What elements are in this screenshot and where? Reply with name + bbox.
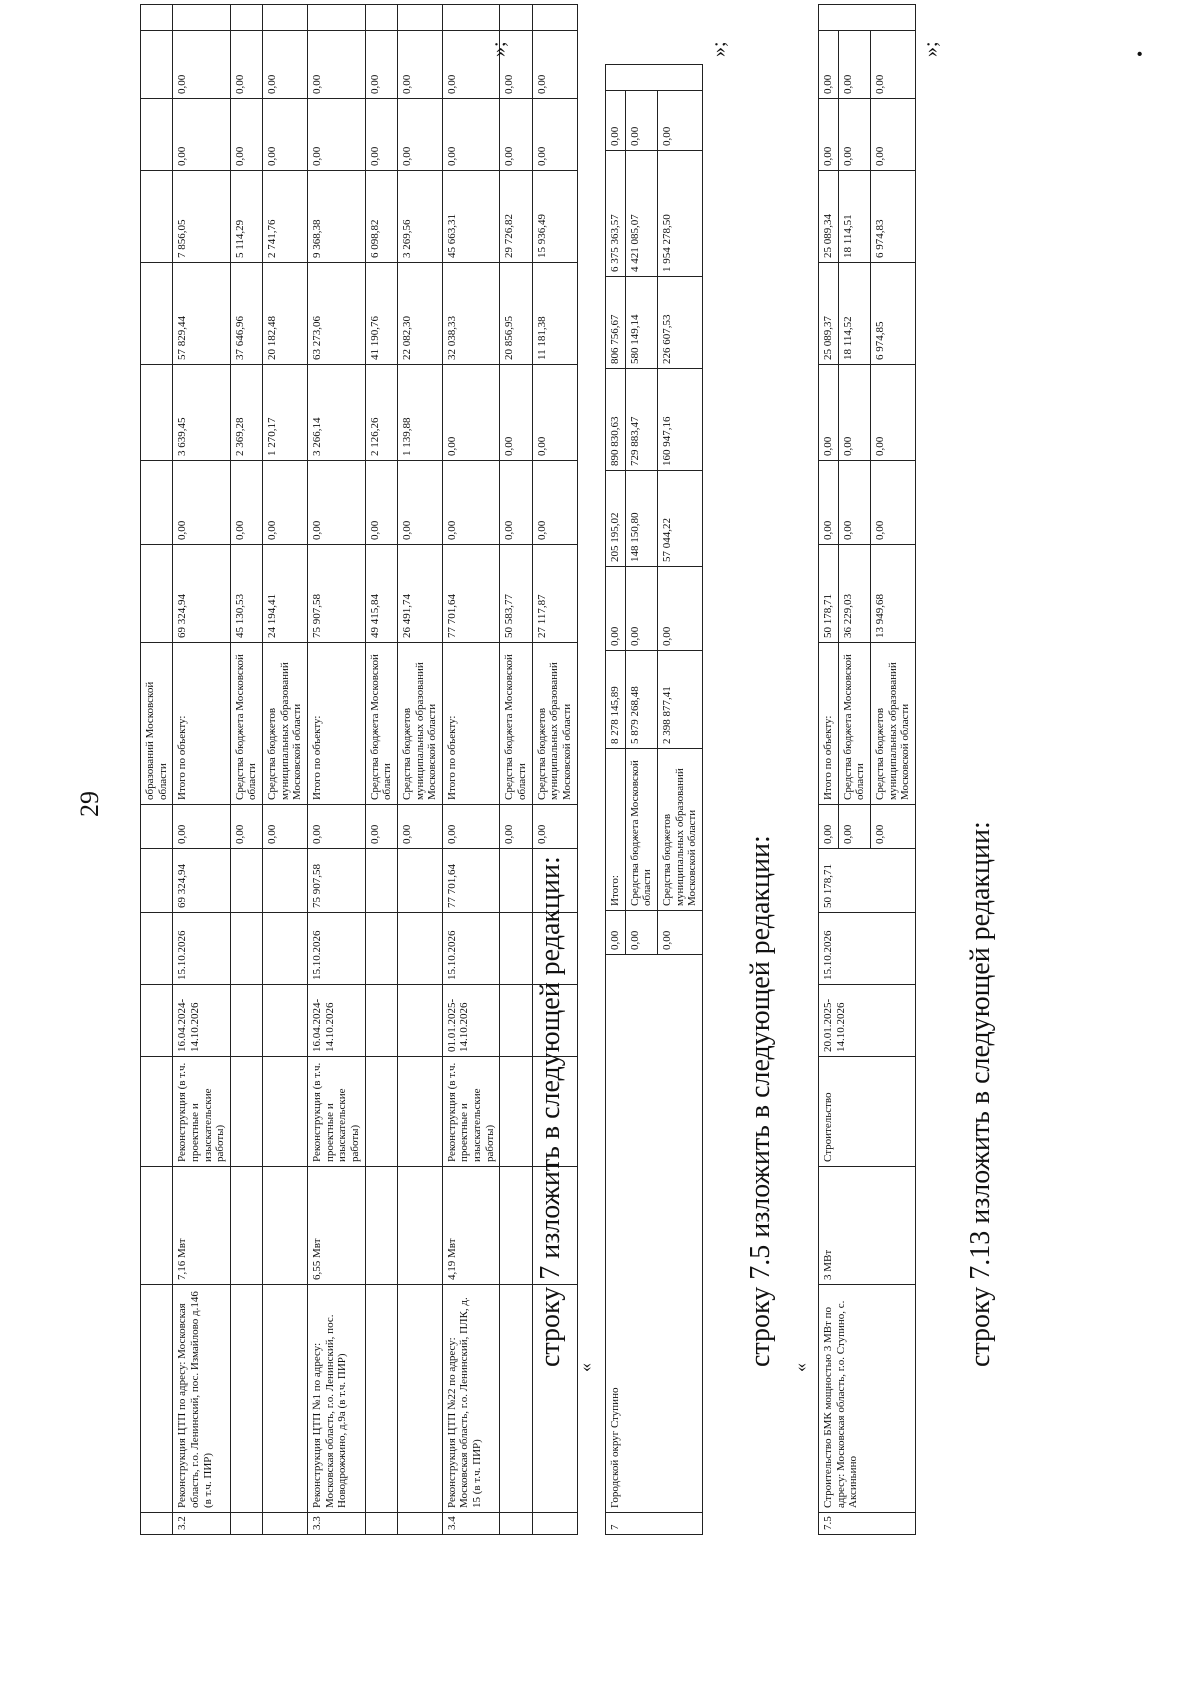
table-cell: 0,00: [365, 99, 397, 171]
table-cell: 0,00: [500, 805, 532, 849]
table-cell: [397, 849, 442, 913]
table-cell: Средства бюджета Московской области: [230, 643, 262, 805]
table-cell: 2 369,28: [230, 365, 262, 461]
table-cell: 0,00: [365, 31, 397, 99]
cell: 729 883,47: [625, 369, 657, 471]
completion: 15.10.2026: [819, 913, 916, 985]
table-cell: [141, 365, 173, 461]
table-row: [365, 5, 397, 1535]
cell: 0,00: [606, 567, 626, 651]
table-cell: [141, 171, 173, 263]
table-cell: 6 098,82: [365, 171, 397, 263]
table-cell: 7 856,05: [173, 171, 231, 263]
table-cell: Средства бюджета Московской области: [500, 643, 532, 805]
table-cell: [141, 545, 173, 643]
table-cell: [397, 1285, 442, 1513]
table-cell: 6,55 Мвт: [308, 1167, 366, 1285]
table-cell: 0,00: [397, 99, 442, 171]
table-cell: [141, 1167, 173, 1285]
table-cell: [365, 913, 397, 985]
table-cell: [141, 99, 173, 171]
heading-row-7-5: строку 7.5 изложить в следующей редакции:: [745, 835, 776, 1367]
cell: 18 114,51: [838, 171, 870, 263]
cost: 50 178,71: [819, 849, 916, 913]
cell: 0,00: [625, 911, 657, 955]
cell: 0,00: [838, 99, 870, 171]
table-row: [500, 5, 532, 1535]
cell: 6 375 363,57: [606, 151, 626, 277]
table-row: [442, 5, 500, 1535]
table-cell: [500, 985, 532, 1057]
table-cell: Итого по объекту:: [442, 643, 500, 805]
table-row: [230, 5, 262, 1535]
table-cell: 7,16 Мвт: [173, 1167, 231, 1285]
table-cell: 0,00: [173, 99, 231, 171]
table-cell: [141, 849, 173, 913]
cell: 0,00: [870, 805, 915, 849]
table-cell: [365, 985, 397, 1057]
table-cell: [263, 913, 308, 985]
table-cell: [365, 5, 397, 31]
table-cell: [365, 1285, 397, 1513]
table-cell: 11 181,38: [532, 263, 577, 365]
table-cell: [397, 985, 442, 1057]
cell: 0,00: [606, 911, 626, 955]
table-cell: 0,00: [442, 99, 500, 171]
table-cell: [141, 461, 173, 545]
table-cell: [500, 913, 532, 985]
table-cell: 0,00: [442, 365, 500, 461]
table-cell: 9 368,38: [308, 171, 366, 263]
table-row: [606, 65, 626, 1535]
row-number: 7: [606, 1513, 703, 1535]
table-cell: [532, 1513, 577, 1535]
cell: 57 044,22: [657, 471, 702, 567]
table-cell: 0,00: [263, 461, 308, 545]
table-cell: [500, 1057, 532, 1167]
cell: 50 178,71: [819, 545, 839, 643]
table-cell: 41 190,76: [365, 263, 397, 365]
cell: 148 150,80: [625, 471, 657, 567]
table-cell: 0,00: [532, 805, 577, 849]
cell: 160 947,16: [657, 369, 702, 471]
table-cell: [532, 5, 577, 31]
cell: [819, 5, 916, 31]
table-cell: 75 907,58: [308, 849, 366, 913]
scan-dot: •: [1130, 50, 1150, 57]
cell: 806 756,67: [606, 277, 626, 369]
table-cell: [397, 1167, 442, 1285]
heading-row-7-13: строку 7.13 изложить в следующей редакции:: [965, 821, 996, 1367]
table-cell: 45 663,31: [442, 171, 500, 263]
table-cell: 27 117,87: [532, 545, 577, 643]
table-cell: 3.3: [308, 1513, 366, 1535]
table-cell: [365, 1057, 397, 1167]
table-cell: 29 726,82: [500, 171, 532, 263]
cell: 0,00: [657, 567, 702, 651]
close-quote-3: »;: [920, 41, 942, 57]
table-cell: [141, 985, 173, 1057]
table-cell: 0,00: [263, 31, 308, 99]
table-cell: 5 114,29: [230, 171, 262, 263]
cell: 580 149,14: [625, 277, 657, 369]
table-cell: 63 273,06: [308, 263, 366, 365]
table-cell: [230, 849, 262, 913]
cell: 0,00: [657, 91, 702, 151]
table-cell: [141, 1513, 173, 1535]
cell: 6 974,85: [870, 263, 915, 365]
cell: 0,00: [870, 99, 915, 171]
cell: 5 879 268,48: [625, 651, 657, 749]
table-row: [141, 5, 173, 1535]
cell: 0,00: [819, 365, 839, 461]
cell: 36 229,03: [838, 545, 870, 643]
table-cell: 1 270,17: [263, 365, 308, 461]
table-cell: [397, 5, 442, 31]
table-cell: Реконструкция (в т.ч. проектные и изыскательские работы): [308, 1057, 366, 1167]
table-cell: 0,00: [365, 461, 397, 545]
table-cell: 0,00: [230, 805, 262, 849]
open-quote-1: «: [575, 1363, 595, 1372]
cell: 0,00: [870, 31, 915, 99]
table-cell: 3.2: [173, 1513, 231, 1535]
open-quote-2: «: [790, 1363, 810, 1372]
table-cell: 0,00: [173, 31, 231, 99]
table-cell: 49 415,84: [365, 545, 397, 643]
table-cell: 0,00: [500, 31, 532, 99]
table-cell: 0,00: [397, 31, 442, 99]
table-cell: [141, 1285, 173, 1513]
cell: 2 398 877,41: [657, 651, 702, 749]
table-cell: [263, 1285, 308, 1513]
cell: Средства бюджетов муниципальных образований Московской области: [870, 643, 915, 805]
table-cell: Средства бюджетов муниципальных образований Московской области: [263, 643, 308, 805]
table-cell: 0,00: [442, 805, 500, 849]
cell: Итого:: [606, 749, 626, 911]
cell: 0,00: [838, 461, 870, 545]
table-cell: [263, 985, 308, 1057]
table-cell: 0,00: [442, 461, 500, 545]
table-cell: Реконструкция (в т.ч. проектные и изыскательские работы): [173, 1057, 231, 1167]
cell: Средства бюджета Московской области: [838, 643, 870, 805]
table-cell: 16.04.2024-14.10.2026: [308, 985, 366, 1057]
table-cell: [397, 913, 442, 985]
table-cell: [230, 1285, 262, 1513]
table-cell: 15 936,49: [532, 171, 577, 263]
table-cell: [141, 913, 173, 985]
table-cell: 4,19 Мвт: [442, 1167, 500, 1285]
cell: Средства бюджетов муниципальных образований Московской области: [657, 749, 702, 911]
table-cell: 0,00: [308, 805, 366, 849]
table-cell: Средства бюджетов муниципальных образований Московской области: [532, 643, 577, 805]
cell: 0,00: [870, 461, 915, 545]
table-stupino-total: [605, 64, 703, 1535]
table-cell: 0,00: [532, 461, 577, 545]
cell: 18 114,52: [838, 263, 870, 365]
table-cell: образований Московской области: [141, 643, 173, 805]
table-row: [308, 5, 366, 1535]
table-cell: 0,00: [308, 99, 366, 171]
table-cell: Итого по объекту:: [173, 643, 231, 805]
cell: 226 607,53: [657, 277, 702, 369]
table-cell: Итого по объекту:: [308, 643, 366, 805]
table-cell: 50 583,77: [500, 545, 532, 643]
cell: 0,00: [819, 805, 839, 849]
table-cell: 3 266,14: [308, 365, 366, 461]
table-cell: [263, 1057, 308, 1167]
cell: 0,00: [870, 365, 915, 461]
heading-row-7: строку 7 изложить в следующей редакции:: [535, 856, 566, 1367]
cell: 0,00: [625, 567, 657, 651]
table-cell: [173, 5, 231, 31]
table-bmk-akcinino: [818, 4, 916, 1535]
table-cell: Реконструкция ЦТП по адресу: Московская область, г.о. Ленинский, пос. Измайлово д.146 (в т.ч. ПИР): [173, 1285, 231, 1513]
table-cell: 0,00: [308, 31, 366, 99]
cell: 0,00: [819, 31, 839, 99]
table-cell: 0,00: [173, 805, 231, 849]
table-cell: 0,00: [397, 805, 442, 849]
table-cell: 0,00: [263, 805, 308, 849]
table-cell: [230, 1513, 262, 1535]
table-cell: 0,00: [500, 99, 532, 171]
table-cell: 0,00: [397, 461, 442, 545]
table-cell: 0,00: [532, 99, 577, 171]
table-cell: 0,00: [230, 461, 262, 545]
object-name: Строительство БМК мощностью 3 МВт по адресу: Московская область, г.о. Ступино, с. Аксиньино: [819, 1285, 916, 1513]
table-cell: 3.4: [442, 1513, 500, 1535]
table-cell: [263, 1167, 308, 1285]
table-cell: 0,00: [365, 805, 397, 849]
table-cell: 37 646,96: [230, 263, 262, 365]
table-cell: Средства бюджета Московской области: [365, 643, 397, 805]
table-cell: [230, 913, 262, 985]
table-cell: [500, 1167, 532, 1285]
table-cell: [365, 1167, 397, 1285]
table-cell: 3 639,45: [173, 365, 231, 461]
table-cell: [500, 1513, 532, 1535]
table-cell: 0,00: [263, 99, 308, 171]
table-cell: [500, 1285, 532, 1513]
table-cell: [263, 849, 308, 913]
cell: 0,00: [838, 805, 870, 849]
table-cell: 69 324,94: [173, 545, 231, 643]
table-cell: Реконструкция ЦТП №1 по адресу: Московская область, г.о. Ленинский, пос. Новодрожжино, д.9а (в т.ч. ПИР): [308, 1285, 366, 1513]
table-cell: [365, 849, 397, 913]
cell: 13 949,68: [870, 545, 915, 643]
table-cell: [263, 5, 308, 31]
table-cell: 0,00: [532, 365, 577, 461]
table-cell: 15.10.2026: [308, 913, 366, 985]
table-cell: [230, 1167, 262, 1285]
table-cell: Реконструкция (в т.ч. проектные и изыскательские работы): [442, 1057, 500, 1167]
table-cell: 01.01.2025-14.10.2026: [442, 985, 500, 1057]
cell: 0,00: [625, 91, 657, 151]
table-cell: [141, 805, 173, 849]
cell: 25 089,34: [819, 171, 839, 263]
cell: 0,00: [819, 99, 839, 171]
cell: 0,00: [819, 461, 839, 545]
table-cell: 77 701,64: [442, 545, 500, 643]
table-row: [819, 5, 839, 1535]
table-cell: [263, 1513, 308, 1535]
cell: Средства бюджета Московской области: [625, 749, 657, 911]
cell: 25 089,37: [819, 263, 839, 365]
table-cell: [500, 849, 532, 913]
cell: 0,00: [838, 365, 870, 461]
table-cell: 0,00: [532, 31, 577, 99]
table-cell: [141, 5, 173, 31]
table-cell: 45 130,53: [230, 545, 262, 643]
close-quote-1: »;: [488, 41, 510, 57]
table-cell: 0,00: [173, 461, 231, 545]
table-cell: 3 269,56: [397, 171, 442, 263]
table-cell: 77 701,64: [442, 849, 500, 913]
page-number: 29: [75, 791, 104, 817]
table-cell: [365, 1513, 397, 1535]
cell: 8 278 145,89: [606, 651, 626, 749]
table-cell: [230, 985, 262, 1057]
cell: 1 954 278,50: [657, 151, 702, 277]
cell: 6 974,83: [870, 171, 915, 263]
power: 3 МВт: [819, 1167, 916, 1285]
table-cell: Средства бюджетов муниципальных образований Московской области: [397, 643, 442, 805]
table-cell: 0,00: [230, 31, 262, 99]
cell: 890 830,63: [606, 369, 626, 471]
table-reconstruction-objects: [140, 4, 578, 1535]
row-number: 7.5: [819, 1513, 916, 1535]
table-cell: 20 856,95: [500, 263, 532, 365]
table-cell: Реконструкция ЦТП №22 по адресу: Московская область, г.о. Ленинский, ПЛК, д. 15 (в т.ч. ПИР): [442, 1285, 500, 1513]
table-row: [263, 5, 308, 1535]
table-cell: 0,00: [308, 461, 366, 545]
table-cell: 75 907,58: [308, 545, 366, 643]
table-row: [397, 5, 442, 1535]
table-cell: [500, 5, 532, 31]
close-quote-2: »;: [708, 41, 730, 57]
table-cell: 15.10.2026: [173, 913, 231, 985]
table-cell: 2 741,76: [263, 171, 308, 263]
table-cell: 69 324,94: [173, 849, 231, 913]
cell: [606, 65, 703, 91]
table-cell: [442, 5, 500, 31]
table-cell: 0,00: [230, 99, 262, 171]
table-cell: 1 139,88: [397, 365, 442, 461]
table-cell: [397, 1057, 442, 1167]
cell: Итого по объекту:: [819, 643, 839, 805]
table-cell: [308, 5, 366, 31]
table-cell: [141, 263, 173, 365]
period: 20.01.2025-14.10.2026: [819, 985, 916, 1057]
table-cell: 16.04.2024-14.10.2026: [173, 985, 231, 1057]
table-cell: 0,00: [500, 461, 532, 545]
table-cell: [230, 5, 262, 31]
table-cell: [141, 31, 173, 99]
table-cell: 32 038,33: [442, 263, 500, 365]
table-row: [173, 5, 231, 1535]
table-cell: 22 082,30: [397, 263, 442, 365]
table-cell: 20 182,48: [263, 263, 308, 365]
cell: 4 421 085,07: [625, 151, 657, 277]
table-cell: 0,00: [500, 365, 532, 461]
table-cell: 57 829,44: [173, 263, 231, 365]
cell: 0,00: [606, 91, 626, 151]
district-title: Городской округ Ступино: [606, 955, 703, 1513]
table-cell: 0,00: [442, 31, 500, 99]
table-cell: 15.10.2026: [442, 913, 500, 985]
table-cell: 26 491,74: [397, 545, 442, 643]
table-cell: [230, 1057, 262, 1167]
table-cell: 2 126,26: [365, 365, 397, 461]
table-cell: 24 194,41: [263, 545, 308, 643]
table-cell: [397, 1513, 442, 1535]
table-cell: [141, 1057, 173, 1167]
cell: 0,00: [838, 31, 870, 99]
work-type: Строительство: [819, 1057, 916, 1167]
cell: 205 195,02: [606, 471, 626, 567]
cell: 0,00: [657, 911, 702, 955]
